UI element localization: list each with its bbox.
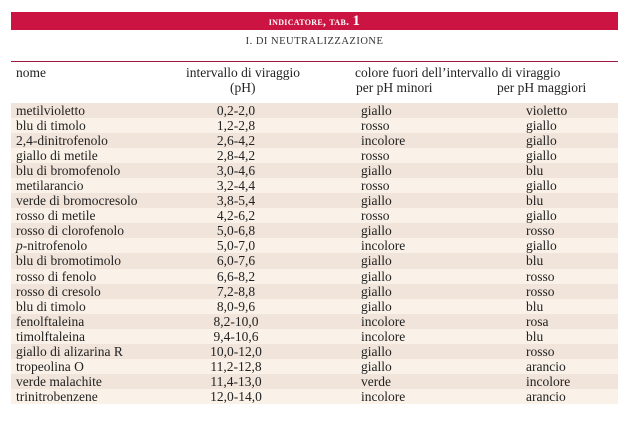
color-low-ph: giallo: [361, 298, 392, 314]
ph-range: 6,0-7,6: [216, 253, 256, 269]
color-low-ph: incolore: [361, 313, 406, 329]
color-high-ph: giallo: [526, 178, 557, 194]
column-header-range: intervallo di viraggio: [186, 65, 300, 80]
indicator-name: rosso di metile: [16, 208, 96, 224]
table-row: [11, 389, 618, 404]
color-high-ph: rosso: [526, 268, 555, 284]
color-high-ph: rosa: [526, 313, 549, 329]
table-row: [11, 314, 618, 329]
indicator-name: tropeolina O: [16, 358, 84, 374]
table-row: [11, 208, 618, 223]
indicator-name: metilarancio: [16, 178, 84, 194]
indicator-name: giallo di metile: [16, 148, 98, 164]
color-low-ph: rosso: [361, 148, 390, 164]
indicator-name: giallo di alizarina R: [16, 343, 123, 359]
table-row: [11, 284, 618, 299]
color-high-ph: giallo: [526, 133, 557, 149]
table-row: [11, 299, 618, 314]
color-high-ph: incolore: [526, 373, 571, 389]
table-row: [11, 148, 618, 163]
color-low-ph: incolore: [361, 133, 406, 149]
table-row: [11, 118, 618, 133]
table-row: [11, 193, 618, 208]
color-low-ph: giallo: [361, 253, 392, 269]
table-row: [11, 223, 618, 238]
table-row: [11, 329, 618, 344]
table-row: [11, 374, 618, 389]
indicator-name: blu di bromotimolo: [16, 253, 122, 269]
ph-range: 5,0-6,8: [216, 223, 256, 239]
ph-range: 9,4-10,6: [213, 328, 259, 344]
ph-range: 3,0-4,6: [216, 163, 256, 179]
color-high-ph: blu: [526, 193, 544, 209]
color-low-ph: rosso: [361, 178, 390, 194]
table-subtitle: I. DI NEUTRALIZZAZIONE: [245, 36, 384, 47]
table-row: [11, 163, 618, 178]
color-low-ph: verde: [361, 373, 391, 389]
indicator-name: timolftaleina: [16, 328, 85, 344]
indicator-table-body: [11, 103, 618, 404]
color-low-ph: giallo: [361, 163, 392, 179]
color-high-ph: rosso: [526, 343, 555, 359]
column-header-low: per pH minori: [356, 80, 433, 95]
ph-range: 6,6-8,2: [216, 268, 256, 284]
table-row: [11, 359, 618, 374]
indicator-name: rosso di cresolo: [16, 283, 101, 299]
color-high-ph: blu: [526, 253, 544, 269]
ph-range: 8,2-10,0: [213, 313, 259, 329]
color-high-ph: giallo: [526, 208, 557, 224]
color-high-ph: blu: [526, 298, 544, 314]
color-low-ph: rosso: [361, 118, 390, 134]
color-high-ph: giallo: [526, 148, 557, 164]
indicator-name: blu di timolo: [16, 298, 86, 314]
ph-range: 3,2-4,4: [216, 178, 256, 194]
indicator-name: blu di timolo: [16, 118, 86, 134]
color-high-ph: arancio: [526, 388, 566, 404]
ph-range: 3,8-5,4: [216, 193, 256, 209]
indicator-name: 2,4-dinitrofenolo: [16, 133, 108, 149]
color-low-ph: incolore: [361, 328, 406, 344]
indicator-name: p-nitrofenolo: [16, 238, 88, 254]
ph-range: 12,0-14,0: [210, 388, 262, 404]
column-header-high: per pH maggiori: [497, 80, 587, 95]
table-row: [11, 269, 618, 284]
ph-range: 11,2-12,8: [210, 358, 262, 374]
table-row: [11, 178, 618, 193]
header-divider: [11, 61, 618, 62]
color-low-ph: incolore: [361, 388, 406, 404]
column-header-range-unit: (pH): [230, 80, 256, 95]
table-row: [11, 133, 618, 148]
indicator-name: verde di bromocresolo: [16, 193, 138, 209]
color-high-ph: rosso: [526, 283, 555, 299]
color-high-ph: giallo: [526, 118, 557, 134]
column-header-color-group: colore fuori dell’intervallo di viraggio: [355, 65, 561, 80]
indicator-name: rosso di fenolo: [16, 268, 97, 284]
color-low-ph: rosso: [361, 208, 390, 224]
color-high-ph: blu: [526, 163, 544, 179]
color-low-ph: giallo: [361, 223, 392, 239]
table-row: [11, 238, 618, 253]
color-low-ph: giallo: [361, 193, 392, 209]
column-header-name: nome: [16, 65, 46, 80]
color-high-ph: blu: [526, 328, 544, 344]
table-number: 1: [352, 13, 361, 29]
ph-range: 0,2-2,0: [216, 103, 256, 118]
color-high-ph: arancio: [526, 358, 566, 374]
table-row: [11, 253, 618, 268]
ph-range: 11,4-13,0: [210, 373, 262, 389]
ph-range: 4,2-6,2: [216, 208, 256, 224]
ph-range: 8,0-9,6: [216, 298, 256, 314]
indicator-name: trinitrobenzene: [16, 388, 98, 404]
indicator-name: fenolftaleina: [16, 313, 85, 329]
indicator-name: metilvioletto: [16, 103, 85, 118]
ph-range: 5,0-7,0: [216, 238, 256, 254]
ph-range: 2,8-4,2: [216, 148, 256, 164]
color-high-ph: rosso: [526, 223, 555, 239]
ph-range: 2,6-4,2: [216, 133, 256, 149]
color-low-ph: giallo: [361, 343, 392, 359]
ph-range: 10,0-12,0: [210, 343, 262, 359]
indicator-name: rosso di clorofenolo: [16, 223, 124, 239]
table-title: indicatore, tab.: [268, 16, 350, 28]
ph-range: 7,2-8,8: [216, 283, 256, 299]
table-row: [11, 344, 618, 359]
color-high-ph: giallo: [526, 238, 557, 254]
table-row: [11, 103, 618, 118]
ph-range: 1,2-2,8: [216, 118, 256, 134]
color-low-ph: incolore: [361, 238, 406, 254]
color-low-ph: giallo: [361, 283, 392, 299]
table-title-bar: [11, 12, 618, 30]
indicator-name: verde malachite: [16, 373, 102, 389]
color-low-ph: giallo: [361, 268, 392, 284]
color-low-ph: giallo: [361, 358, 392, 374]
color-low-ph: giallo: [361, 103, 392, 118]
color-high-ph: violetto: [526, 103, 568, 118]
indicator-name: blu di bromofenolo: [16, 163, 121, 179]
